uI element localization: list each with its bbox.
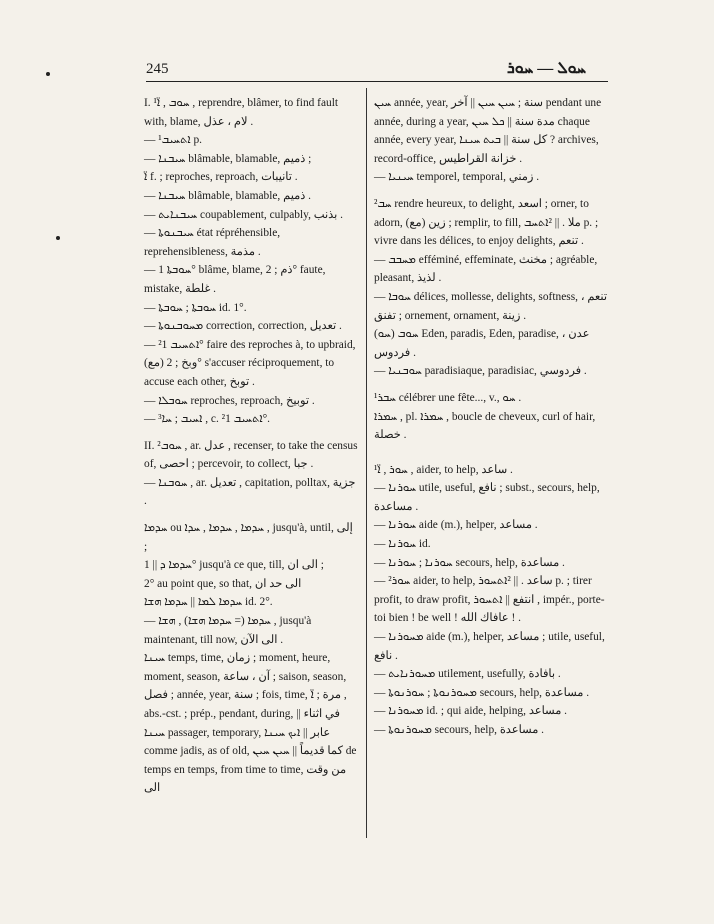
dictionary-entry: ܐ̈ f. ; reproches, reproach, تانيبات .	[144, 171, 298, 184]
dictionary-entry: — ³ܐܚܝܒ ; ܚܐ , c. ²ܐܬܚܝܒ 1°.	[144, 413, 270, 426]
header-rule	[146, 81, 608, 82]
entry-gap	[144, 511, 358, 519]
dictionary-entry: ܚܝܢ année, year, سنة ; ܚܝܢ ܚܝܢ || آخر pendant une année, during a year, مدة سنة || ܟܠ ܚܝܢ chaque année, every year, كل سنة || ܒܝܬ ܚܝܢܐ ? archives, record-office, خزانة القراطيس .	[374, 97, 602, 165]
entry-gap	[374, 453, 608, 461]
dictionary-entry: — ܚܘܪܢܐ aide (m.), helper, مساعد .	[374, 519, 538, 532]
dictionary-entry: — ²ܚܘܪ aider, to help, ساعد . || ²ܐܬܚܘܪ p. ; tirer profit, to draw profit, انتفع || ܐܬܚܘܪ , impér., porte-toi bien ! be well ! عافاك الله ! .	[374, 575, 605, 625]
dictionary-entry: — ܚܘܒܬܐ ; ܚܘܒܬܐ id. 1°.	[144, 301, 247, 314]
dictionary-entry: — ܡܚܘܪܢܘܬܐ secours, help, مساعدة .	[374, 724, 545, 736]
margin-dot-2	[56, 236, 60, 240]
dictionary-entry: ܚܕܡܐ ܕ || 1° jusqu'à ce que, till, الى ان ;	[144, 559, 324, 572]
left-column	[144, 94, 358, 798]
dictionary-entry: ¹ܚܘܪ , ܐ̈ , aider, to help, ساعد .	[374, 463, 513, 476]
dictionary-entry: — ܡܚܘܪܢܘܬܐ ; ܚܘܪܢܘܬܐ secours, help, مساعدة .	[374, 686, 590, 699]
dictionary-entry: — ܡܚܒܒ efféminé, effeminate, مخنث ; agréable, pleasant, لذيذ .	[374, 253, 598, 285]
dictionary-entry: — ܚܕܡܐ (= ܚܕܡܐ ܗܫܐ) , ܗܫܐ , jusqu'à maintenant, till now, الى الآن .	[144, 615, 312, 646]
entry-gap	[374, 187, 608, 195]
dictionary-entry: ¹ܚܒܪ célébrer une fête..., v., ܚܘ .	[374, 391, 522, 404]
dictionary-entry: — ²ܐܬܚܝܒ 1° faire des reproches à, to upbraid, (مع) وبخ ; 2° s'accuser réciproquement, to accuse each other, توبخ .	[144, 338, 356, 388]
dictionary-entry: — ܚܝܒܢܐܝܬ coupablement, culpably, بذنب .	[144, 208, 344, 221]
dictionary-entry: — ܚܘܒܠܐ reproches, reproach, توبيخ .	[144, 394, 315, 407]
running-head: ܚܘܠ — ܚܘܪ	[507, 60, 587, 77]
dictionary-entry: ²ܚܒ rendre heureux, to delight, اسعد ; orner, to adorn, زين (مع) ; remplir, to fill, ملا . || ²ܐܬܚܒ p. ; vivre dans les délices, to enjoy delights, تنعم .	[374, 197, 599, 248]
dictionary-entry: (ܚܘ) ܚܘܒ Eden, paradis, Eden, paradise, عدن ، فردوس .	[374, 328, 590, 359]
right-column	[374, 94, 608, 740]
column-divider	[366, 88, 367, 838]
dictionary-entry: — ܡܚܘܪܢܐ id. ; qui aide, helping, مساعد .	[374, 705, 568, 718]
dictionary-entry: ܚܕܡܐ ܠܡܐ || ܚܕܡܐ ܗܫܐ id. 2°.	[144, 596, 273, 609]
dictionary-entry: — ܡܚܘܒܢܘܬܐ correction, correction, تعديل .	[144, 320, 342, 333]
dictionary-entry: — ܚܘܒܢܝܐ paradisiaque, paradisiac, فردوسي .	[374, 365, 587, 378]
dictionary-entry: ܚܝܢܐ temps, time, زمان ; moment, heure, moment, season, آن ، ساعة ; saison, season, فصل ; année, year, سنة ; fois, time, مرة ; ܐ̈ , abs.-cst. ; prép., pendant, during, في اثناء || ܚܝܢܐ passager, temporary, عابر || ܐܝܟ ܚܝܢܐ comme jadis, as of old, كما قديماً || ܚܝܢ ܚܝܢ de temps en temps, from time to time, من وقت الى	[144, 652, 357, 795]
dictionary-entry: II. ²ܚܘܒ , ar. عدل , recenser, to take the census of, احصى ; percevoir, to collect, جبا .	[144, 439, 358, 471]
dictionary-entry: 2° au point que, so that, الى حد ان	[144, 577, 302, 590]
dictionary-entry: — ܚܝܢܝܐ temporel, temporal, زمني .	[374, 171, 540, 184]
dictionary-entry: — ܚܘܪܢܐ id.	[374, 538, 431, 551]
entry-gap	[374, 445, 608, 453]
dictionary-entry: — ܚܝܒܢܐ blâmable, blamable, ذميم ;	[144, 152, 312, 165]
dictionary-entry: ܚܕܡܐ ou ܚܕܡܐ , ܚܕܡܐ , ܚܕܐ , jusqu'à, until, إلى ;	[144, 522, 353, 553]
dictionary-entry: — ¹ܐܬܚܝܒ p.	[144, 134, 202, 147]
entry-gap	[144, 429, 358, 437]
dictionary-entry: — ܚܘܪܢܐ utile, useful, نافع ; subst., secours, help, مساعدة .	[374, 482, 600, 513]
dictionary-entry: — ܚܘܒܢܐ , ar. تعديل , capitation, polltax, جزية .	[144, 476, 356, 508]
dictionary-entry: I. ¹ܚܘܒ , ܐ̈ , reprendre, blâmer, to find fault with, blame, لام ، عذل .	[144, 97, 339, 128]
dictionary-entry: — ܚܘܒܬܐ 1° blâme, blame, ذم ; 2° faute, mistake, غلطة .	[144, 264, 326, 295]
dictionary-entry: — ܡܚܘܪܢܐܝܬ utilement, usefully, بافادة .	[374, 668, 561, 681]
dictionary-entry: — ܚܘܒܐ délices, mollesse, delights, softness, تنعم ، تفنق ; ornement, ornament, زينة .	[374, 290, 608, 322]
dictionary-entry: — ܚܘܪܢܐ ; ܚܘܪܢܐ secours, help, مساعدة .	[374, 556, 565, 569]
page-number: 245	[146, 61, 169, 77]
dictionary-entry: — ܡܚܘܪܢܐ aide (m.), helper, مساعد ; utile, useful, نافع .	[374, 631, 605, 662]
dictionary-entry: — ܚܝܒܢܐ blâmable, blamable, ذميم .	[144, 189, 312, 202]
margin-dot-1	[46, 72, 50, 76]
entry-gap	[374, 381, 608, 389]
dictionary-entry: — ܚܝܒܢܘܬܐ état répréhensible, reprehensibleness, مذمة .	[144, 227, 281, 258]
dictionary-entry: ܚܡܪܐ , pl. ܚܡܪܐ , boucle de cheveux, curl of hair, خصلة .	[374, 410, 596, 442]
